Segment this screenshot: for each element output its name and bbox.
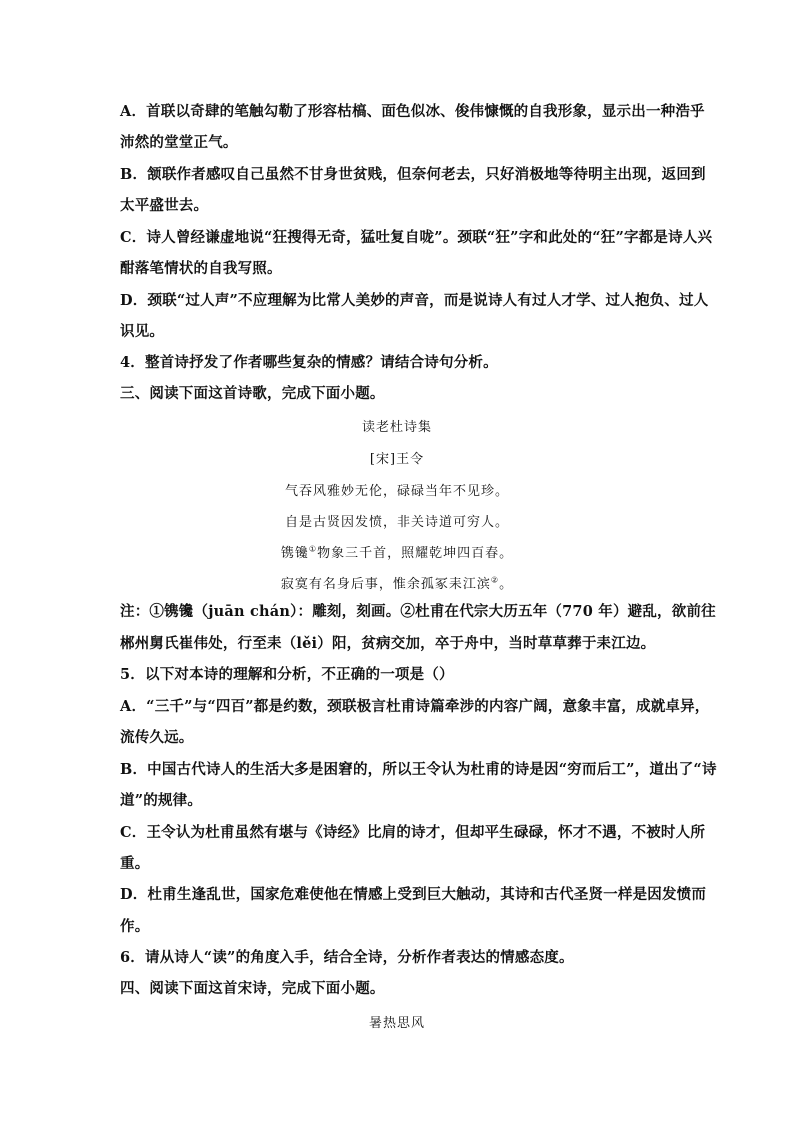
section-4-heading: 四、阅读下面这首宋诗，完成下面小题。 — [120, 980, 385, 997]
option-c-q5-line2: 重。 — [120, 855, 150, 872]
poem-1-author: [宋]王令 — [369, 452, 425, 467]
footnote-marker-1: ① — [308, 544, 318, 554]
poem-1-line-3 — [0, 542, 794, 561]
poem-1-line-1: 气吞风雅妙无伦，碌碌当年不见珍。 — [284, 484, 509, 499]
option-a-q5-line1: A．“三千”与“四百”都是约数，颈联极言杜甫诗篇牵涉的内容广阔，意象丰富，成就卓异， — [120, 698, 710, 715]
poem-2-title: 暑热思风 — [368, 1016, 425, 1031]
option-c-q5-line1: C．王令认为杜甫虽然有堪与《诗经》比肩的诗才，但却平生碌碌，怀才不遇，不被时人所 — [120, 824, 706, 841]
option-d-q3-line1: D．颈联“过人声”不应理解为比常人美妙的声音，而是说诗人有过人才学、过人抱负、过人 — [120, 292, 709, 309]
poem-1-line-3-rest: 物象三千首，照耀乾坤四百春。 — [317, 546, 514, 561]
poem-1-line-4-end: 。 — [499, 577, 514, 592]
option-c-q3-line2: 酣落笔情状的自我写照。 — [120, 260, 282, 277]
note-line1: 注：①镌镵（juān chán）：雕刻，刻画。②杜甫在代宗大历五年（770 年）避乱，欲前往 — [120, 603, 716, 620]
option-a-q5-line2: 流传久远。 — [120, 729, 194, 746]
question-6: 6．请从诗人“读”的角度入手，结合全诗，分析作者表达的情感态度。 — [120, 949, 574, 966]
poem-1-title: 读老杜诗集 — [361, 420, 432, 435]
option-b-q5-line1: B．中国古代诗人的生活大多是困窘的，所以王令认为杜甫的诗是因“穷而后工”，道出了“诗 — [120, 761, 717, 778]
question-4: 4．整首诗抒发了作者哪些复杂的情感？请结合诗句分析。 — [120, 354, 498, 371]
note-line2: 郴州舅氏崔伟处，行至耒（lěi）阳，贫病交加，卒于舟中，当时草草葬于耒江边。 — [120, 635, 656, 652]
option-b-q3-line1: B．颔联作者感叹自己虽然不甘身世贫贱，但奈何老去，只好消极地等待明主出现，返回到 — [120, 166, 706, 183]
option-b-q5-line2: 道”的规律。 — [120, 792, 203, 809]
section-3-heading: 三、阅读下面这首诗歌，完成下面小题。 — [120, 385, 385, 402]
option-a-q3-line2: 沛然的堂堂正气。 — [120, 134, 238, 151]
poem-1-line-4 — [0, 573, 794, 592]
option-d-q5-line2: 作。 — [120, 918, 150, 935]
option-d-q3-line2: 识见。 — [120, 323, 165, 340]
poem-1-line-2: 自是古贤因发愤，非关诗道可穷人。 — [284, 515, 509, 530]
poem-1-line-4-text: 寂寞有名身后事，惟余孤冢耒江滨 — [280, 577, 491, 592]
option-b-q3-line2: 太平盛世去。 — [120, 197, 209, 214]
option-d-q5-line1: D．杜甫生逢乱世，国家危难使他在情感上受到巨大触动，其诗和古代圣贤一样是因发愤而 — [120, 886, 707, 903]
poem-1-line-3-start: 镌镵 — [280, 546, 309, 561]
option-a-q3-line1: A．首联以奇肆的笔触勾勒了形容枯槁、面色似冰、俊伟慷慨的自我形象，显示出一种浩乎 — [120, 103, 705, 120]
question-5: 5．以下对本诗的理解和分析，不正确的一项是（） — [120, 666, 454, 683]
option-c-q3-line1: C．诗人曾经谦虚地说“狂搜得无奇，猛吐复自咙”。颈联“狂”字和此处的“狂”字都是诗人兴 — [120, 229, 713, 246]
footnote-marker-2: ② — [490, 575, 500, 585]
